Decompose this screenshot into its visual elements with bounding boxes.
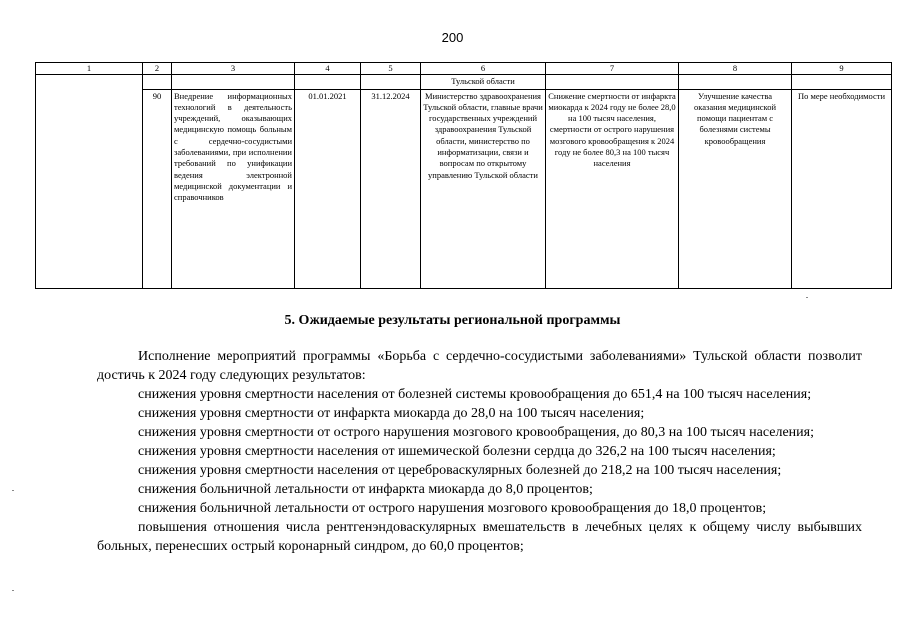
table-cell-indicator: Снижение смертности от инфаркта миокарда к 2024 году не более 28,0 на 100 тысяч населения, смертности от острого нарушения мозгового кровообращения к 2024 году не более 80,3 на 100 тысяч населения [546, 89, 679, 288]
table-cell-start-date: 01.01.2021 [295, 89, 361, 288]
body-text [97, 347, 862, 556]
result-item: снижения уровня смертности населения от болезней системы кровообращения до 651,4 на 100 тысяч населения; [138, 387, 812, 402]
measures-table [35, 62, 892, 289]
result-item: снижения уровня смертности от острого нарушения мозгового кровообращения, до 80,3 на 100 тысяч населения; [138, 425, 814, 440]
column-header: 3 [172, 63, 295, 75]
table-cell-number: 90 [143, 89, 172, 288]
result-item: снижения уровня смертности от инфаркта миокарда до 28,0 на 100 тысяч населения; [138, 406, 645, 421]
column-header: 9 [792, 63, 892, 75]
table-cell [36, 75, 143, 288]
result-item: повышения отношения числа рентгенэндоваскулярных вмешательств в лечебных целях к общему числу выбывших больных, перенесших острый коронарный синдром, до 60,0 процентов; [97, 520, 862, 554]
table-cell [679, 75, 792, 89]
table-cell-result: Улучшение качества оказания медицинской помощи пациентам с болезнями системы кровообращения [679, 89, 792, 288]
column-header: 5 [361, 63, 421, 75]
table-header-row [36, 63, 892, 75]
column-header: 8 [679, 63, 792, 75]
intro-paragraph: Исполнение мероприятий программы «Борьба с сердечно-сосудистыми заболеваниями» Тульской области позволит достичь к 2024 году следующих результатов: [97, 349, 862, 383]
table-cell [143, 75, 172, 89]
column-header: 4 [295, 63, 361, 75]
table-cell-responsible: Министерство здравоохранения Тульской области, главные врачи государственных учреждений здравоохранения Тульской области, министерство по информатизации, связи и вопросам по открытому управлению Тульской области [421, 89, 546, 288]
table-cell [295, 75, 361, 89]
section-heading: 5. Ожидаемые результаты региональной программы [284, 313, 621, 328]
table-cell-measure-name: Внедрение информационных технологий в деятельность учреждений, оказывающих медицинскую помощь больным с сердечно-сосудистыми заболеваниями, при исполнении требований по унификации ведения электронной медицинской документации и справочников [172, 89, 295, 288]
table-cell-frequency: По мере необходимости [792, 89, 892, 288]
table-cell-end-date: 31.12.2024 [361, 89, 421, 288]
result-item: снижения больничной летальности от инфаркта миокарда до 8,0 процентов; [138, 482, 593, 497]
table-cell [792, 75, 892, 89]
scan-mark [806, 297, 808, 298]
table-row-continuation [36, 75, 892, 89]
table-cell-responsible-continuation: Тульской области [421, 75, 546, 89]
table-cell [172, 75, 295, 89]
result-item: снижения уровня смертности населения от цереброваскулярных болезней до 218,2 на 100 тысяч населения; [138, 463, 782, 478]
column-header: 6 [421, 63, 546, 75]
page-number: 200 [441, 30, 464, 45]
result-item: снижения уровня смертности населения от ишемической болезни сердца до 326,2 на 100 тысяч населения; [138, 444, 776, 459]
column-header: 7 [546, 63, 679, 75]
scan-mark [12, 590, 14, 591]
table-cell [546, 75, 679, 89]
table-row [36, 89, 892, 288]
column-header: 2 [143, 63, 172, 75]
scan-mark [12, 490, 14, 491]
column-header: 1 [36, 63, 143, 75]
table-cell [361, 75, 421, 89]
result-item: снижения больничной летальности от острого нарушения мозгового кровообращения до 18,0 процентов; [138, 501, 767, 516]
